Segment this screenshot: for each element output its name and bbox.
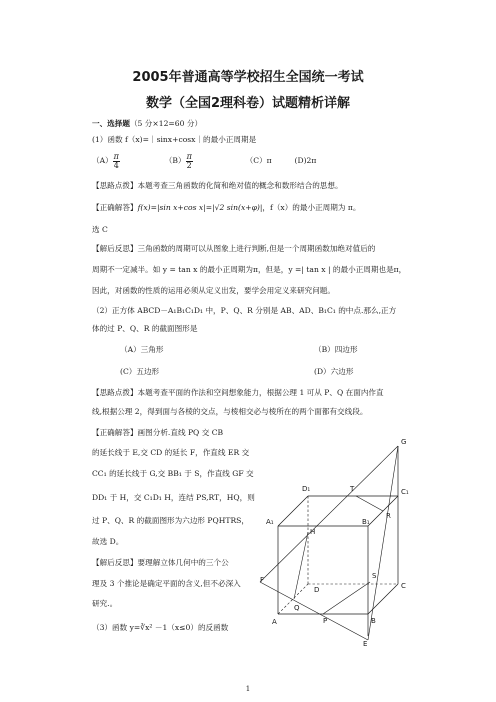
q1-options <box>92 150 316 172</box>
label-a1: A₁ <box>266 518 274 526</box>
label-s: S <box>372 572 377 580</box>
hidden-edge-ad <box>278 584 308 614</box>
q1-option-b: （B） $\frac{\pi}{2}$ <box>164 151 192 170</box>
label-f: F <box>260 576 265 584</box>
q1-option-a: （A） $\frac{\pi}{4}$ <box>92 151 119 170</box>
label-p: P <box>323 617 328 625</box>
q2-answer-1: 【正确解答】画图分析.直线 PQ 交 CB <box>92 428 224 437</box>
edge-a1d1 <box>278 496 308 526</box>
q1-reflect-1: 【解后反思】三角函数的周期可以从图象上进行判断,但是一个周期函数加绝对值后的 <box>92 244 376 253</box>
q2-tip-1: 【思路点拨】本题考查平面的作法和空间想象能力，根据公理 1 可从 P、Q 在面内作直 <box>92 388 384 397</box>
label-c: C <box>401 582 406 590</box>
q2-answer-4: DD₁ 于 H，交 C₁D₁ H，连结 PS,RT，HQ，则 <box>92 493 255 502</box>
label-d1: D₁ <box>302 485 311 493</box>
q2-option-c: (C）五边形 <box>120 367 160 376</box>
line-fg <box>260 446 398 582</box>
q2-tip-2: 线,根据公理 2，得到面与各棱的交点，与棱相交必与棱所在的两个面都有交线段。 <box>92 407 368 416</box>
q2-answer-6: 故选 D。 <box>92 537 124 546</box>
label-b1: B₁ <box>362 518 370 526</box>
q2-reflect-1: 【解后反思】要理解立体几何中的三个公 <box>92 558 229 567</box>
line-hq <box>294 532 308 599</box>
label-c1: C₁ <box>401 488 409 496</box>
q1-tip: 【思路点拨】本题考查三角函数的化简和绝对值的概念和数形结合的思想。 <box>92 181 343 190</box>
section-heading <box>92 118 202 129</box>
label-t: T <box>350 485 355 493</box>
q2-option-b: （B）四边形 <box>314 345 358 354</box>
q2-reflect-2: 理及 3 个推论是确定平面的含义,但不必深入 <box>92 579 241 588</box>
label-d: D <box>314 586 320 594</box>
q1-option-d: (D)2π <box>294 156 317 165</box>
q1-answer: 【正确解答】f(x)=|sin x+cos x|=|√2 sin(x+φ)|，f（x）的最小正周期为 π。 <box>92 203 361 212</box>
q2-answer-5: 过 P、Q、R 的截面图形为六边形 PQHTRS， <box>92 516 249 525</box>
line-rt <box>356 496 383 511</box>
q2-option-d: (D）六边形 <box>314 367 354 376</box>
line-ps <box>323 582 370 614</box>
label-b: B <box>371 617 376 625</box>
q1-choice: 选 C <box>92 225 108 234</box>
label-e: E <box>363 640 368 646</box>
q2-answer-3: CC₁ 的延长线于 G,交 BB₁ 于 S，作直线 GF 交 <box>92 469 254 478</box>
label-g: G <box>401 438 407 446</box>
section-note: （5 分×12=60 分） <box>129 119 203 128</box>
cube-cross-section-figure <box>258 436 418 646</box>
q2-option-a: （A）三角形 <box>120 345 164 354</box>
q1-answer-formula: f(x)=|sin x+cos x|=|√2 sin(x+φ)| <box>137 203 263 212</box>
line-eg <box>368 446 398 640</box>
q3-stem: （3）函数 y=∛x² －1（x≤0）的反函数 <box>92 623 229 632</box>
q2-stem-1: （2）正方体 ABCD－A₁B₁C₁D₁ 中，P、Q、R 分别是 AB、AD、B₁C₁ 的中点.那么,正方 <box>92 306 397 315</box>
label-h: H <box>310 528 316 536</box>
q2-reflect-3: 研究.。 <box>92 599 118 608</box>
exam-subtitle: 数学（全国2理科卷）试题精析详解 <box>145 96 351 111</box>
q1-reflect-3: 因此，对函数的性质的运用必须从定义出发，要学会用定义来研究问题。 <box>92 286 335 295</box>
q2-answer-2: 的延长线于 E,交 CD 的延长 F，作直线 ER 交 <box>92 448 250 457</box>
q2-stem-2: 体的过 P、Q、R 的截面图形是 <box>92 324 198 333</box>
exam-title: 2005年普通高等学校招生全国统一考试 <box>132 70 364 85</box>
q1-option-c: （C）π <box>245 156 272 165</box>
q1-reflect-2: 周期不一定减半。如 y = tan x 的最小正周期为π，但是，y =| tan x | 的最小正周期也是π， <box>92 265 407 274</box>
label-q: Q <box>294 604 300 612</box>
section-title: 一、选择题 <box>92 119 130 128</box>
label-r: R <box>386 512 391 520</box>
q1-stem: (1）函数 f（x)=｜sinx+cosx｜的最小正周期是 <box>92 135 257 144</box>
label-a: A <box>272 618 277 626</box>
page-number: 1 <box>245 685 251 693</box>
